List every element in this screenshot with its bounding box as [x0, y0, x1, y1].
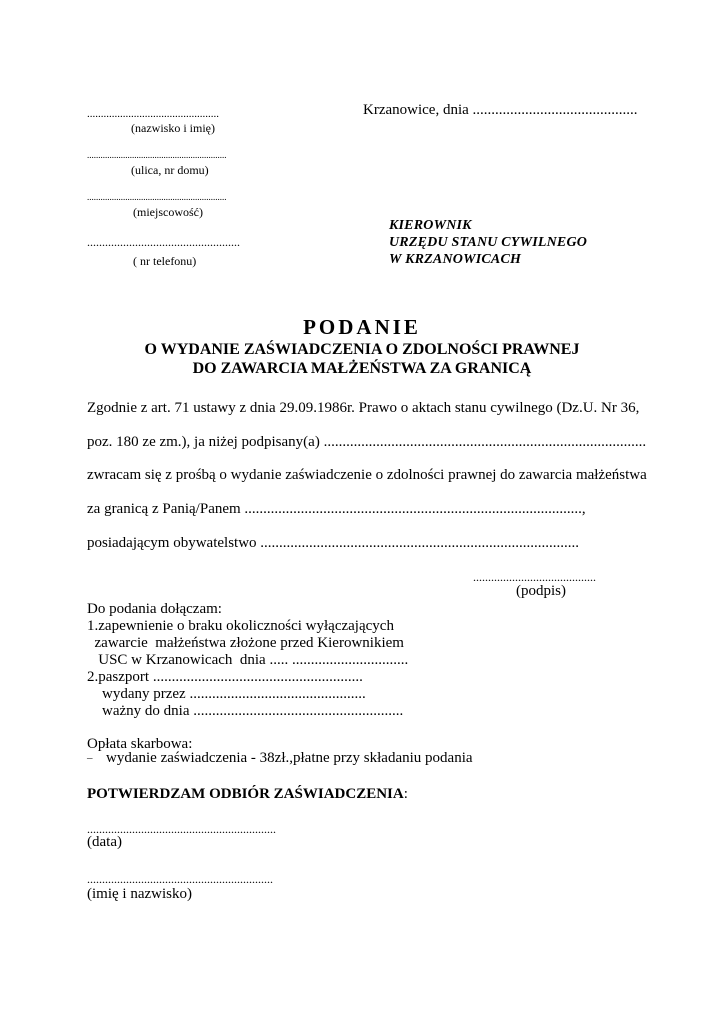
addressee-line3: W KRZANOWICACH [389, 252, 522, 267]
confirmation-heading: POTWIERDZAM ODBIÓR ZAŚWIADCZENIA [87, 786, 404, 802]
name-caption: (nazwisko i imię) [131, 121, 215, 135]
receipt-date-dots[interactable]: ............................................................... [87, 822, 276, 836]
body-line5[interactable]: posiadającym obywatelstwo ..................................................................................... [87, 535, 580, 551]
receipt-name-dots[interactable]: .............................................................. [87, 872, 273, 886]
name-dots[interactable]: ................................................ [87, 108, 219, 120]
attachment-item2-line1[interactable]: 2.paszport ........................................................ [87, 669, 363, 685]
attachment-item2-line2[interactable]: wydany przez ............................................... [87, 686, 366, 702]
receipt-date-caption: (data) [87, 834, 122, 850]
document-title: PODANIE [303, 315, 421, 339]
place-date[interactable]: Krzanowice, dnia ............................................ [363, 102, 638, 118]
city-dots[interactable]: .............................................................. [87, 192, 227, 202]
attachment-item1-line3[interactable]: USC w Krzanowicach dnia ..... ............................... [87, 652, 409, 668]
attachments-heading: Do podania dołączam: [87, 601, 222, 617]
city-caption: (miejscowość) [133, 205, 203, 219]
attachment-item1-line2: zawarcie małżeństwa złożone przed Kierownikiem [87, 635, 404, 651]
street-dots[interactable]: .............................................................. [87, 150, 227, 160]
signature-dots[interactable]: ......................................... [473, 570, 596, 584]
body-line2[interactable]: poz. 180 ze zm.), ja niżej podpisany(a) ...................................................................................... [87, 434, 647, 450]
fee-heading: Opłata skarbowa: [87, 736, 193, 752]
phone-caption: ( nr telefonu) [133, 254, 197, 268]
signature-caption: (podpis) [516, 583, 566, 599]
document-subtitle-line1: O WYDANIE ZAŚWIADCZENIA O ZDOLNOŚCI PRAWNEJ [144, 341, 580, 358]
street-caption: (ulica, nr domu) [131, 163, 209, 177]
body-line3: zwracam się z prośbą o wydanie zaświadczenie o zdolności prawnej do zawarcia małżeństwa [87, 467, 647, 483]
body-line1: Zgodnie z art. 71 ustawy z dnia 29.09.1986r. Prawo o aktach stanu cywilnego (Dz.U. Nr 36, [87, 400, 640, 416]
attachment-item1-line1: 1.zapewnienie o braku okoliczności wyłączających [87, 618, 394, 634]
fee-item: wydanie zaświadczenia - 38zł.,płatne przy składaniu podania [106, 750, 473, 766]
confirmation-colon: : [403, 786, 408, 802]
receipt-name-caption: (imię i nazwisko) [87, 886, 192, 902]
attachment-item2-line3[interactable]: ważny do dnia ........................................................ [87, 703, 404, 719]
body-line4[interactable]: za granicą z Panią/Panem .........................................................................................., [87, 501, 586, 517]
addressee-line1: KIEROWNIK [389, 218, 472, 233]
addressee-line2: URZĘDU STANU CYWILNEGO [389, 235, 588, 250]
fee-bullet: – [87, 752, 93, 764]
document-subtitle-line2: DO ZAWARCIA MAŁŻEŃSTWA ZA GRANICĄ [192, 360, 532, 377]
phone-dots[interactable]: ................................................... [87, 235, 240, 249]
